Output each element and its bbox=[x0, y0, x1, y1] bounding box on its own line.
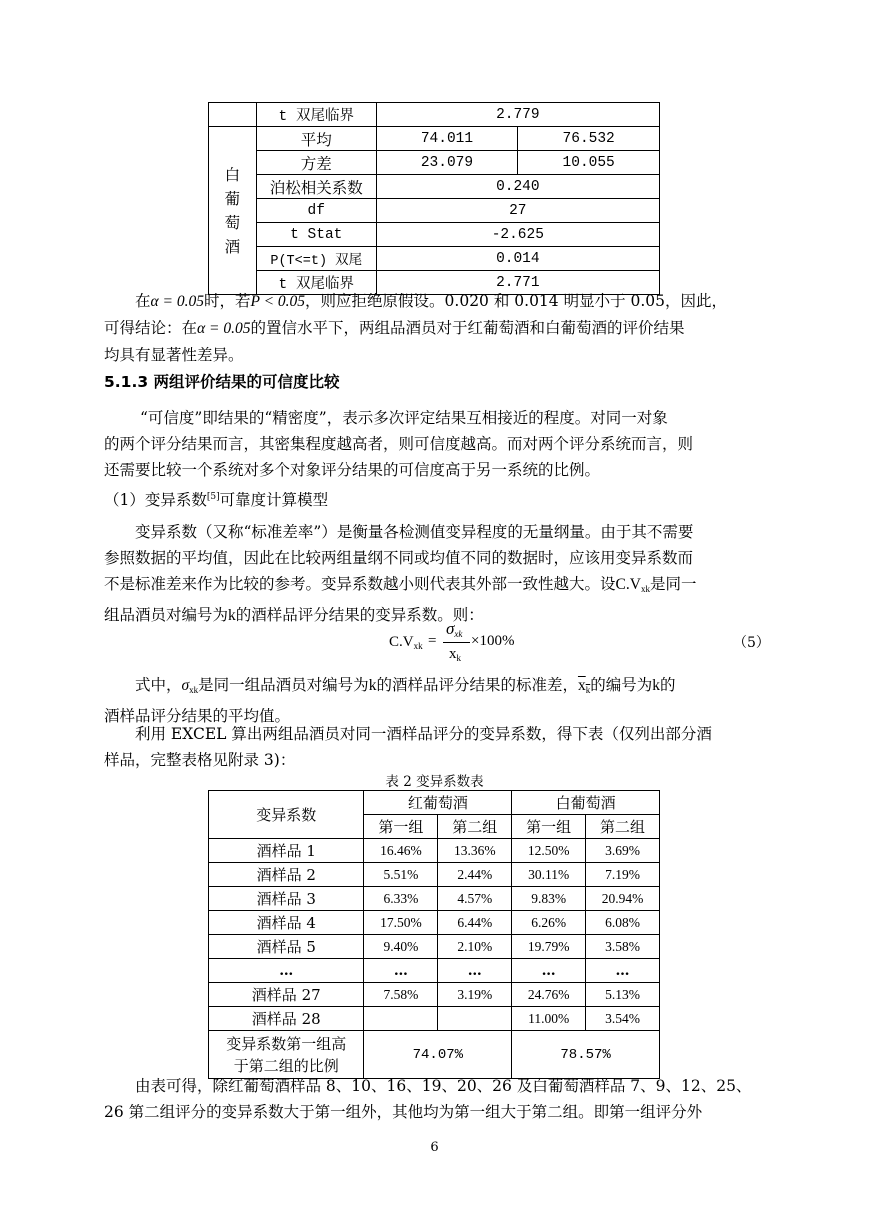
table-row bbox=[209, 1031, 660, 1079]
white-wine-header: 白葡萄酒 bbox=[512, 791, 660, 815]
df-value: 27 bbox=[376, 199, 659, 223]
table-row bbox=[209, 103, 660, 127]
table-row: 酒样品 3 6.33% 4.57% 9.83% 20.94% bbox=[209, 887, 660, 911]
table-row bbox=[209, 151, 660, 175]
mean-v2: 76.532 bbox=[518, 127, 660, 151]
excel-paragraph: 利用 EXCEL 算出两组品酒员对同一酒样品评分的变异系数，得下表（仅列出部分酒 样品，完整表格见附录 3)： bbox=[104, 725, 712, 769]
table-row bbox=[209, 199, 660, 223]
t-crit-label: t 双尾临界 bbox=[256, 103, 376, 127]
df-label: df bbox=[256, 199, 376, 223]
formula-explanation: 式中，$\sigma_{xk}$是同一组品酒员对编号为k的酒样品评分结果的标准差，$x_k$的编号为k的 酒样品评分结果的平均值。 bbox=[104, 676, 676, 725]
red-group2-header: 第二组 bbox=[438, 815, 512, 839]
table-analysis-paragraph: 由表可得，除红葡萄酒样品 8、10、16、19、20、26 及白葡萄酒样品 7、9、12、25、 26 第二组评分的变异系数大于第一组外，其他均为第一组大于第二组。即第一组评分外 bbox=[104, 1077, 752, 1121]
variance-v1: 23.079 bbox=[376, 151, 518, 175]
mean-v1: 74.011 bbox=[376, 127, 518, 151]
equation-number: （5） bbox=[733, 635, 770, 651]
white-group1-header: 第一组 bbox=[512, 815, 586, 839]
table-row bbox=[209, 247, 660, 271]
white-wine-group-label: 白 葡 萄 酒 bbox=[209, 127, 257, 295]
section-heading: 5.1.3 两组评价结果的可信度比较 bbox=[104, 373, 340, 391]
table-row: 酒样品 4 17.50% 6.44% 6.26% 6.08% bbox=[209, 911, 660, 935]
table-row: 酒样品 28 11.00% 3.54% bbox=[209, 1007, 660, 1031]
table-row: 酒样品 2 5.51% 2.44% 30.11% 7.19% bbox=[209, 863, 660, 887]
ratio-red: 74.07% bbox=[364, 1031, 512, 1079]
red-wine-header: 红葡萄酒 bbox=[364, 791, 512, 815]
tcrit-value: 2.771 bbox=[376, 271, 659, 295]
cv-table bbox=[208, 790, 660, 1079]
pearson-label: 泊松相关系数 bbox=[256, 175, 376, 199]
p-value: 0.014 bbox=[376, 247, 659, 271]
table-row bbox=[209, 127, 660, 151]
statistics-table bbox=[208, 102, 660, 295]
table-row: … … … … … bbox=[209, 959, 660, 983]
mean-label: 平均 bbox=[256, 127, 376, 151]
table-row: 酒样品 27 7.58% 3.19% 24.76% 5.13% bbox=[209, 983, 660, 1007]
tstat-value: -2.625 bbox=[376, 223, 659, 247]
table-row: 酒样品 5 9.40% 2.10% 19.79% 3.58% bbox=[209, 935, 660, 959]
ratio-label: 变异系数第一组高 于第二组的比例 bbox=[209, 1031, 364, 1079]
cv-definition-paragraph: 变异系数（又称“标准差率”）是衡量各检测值变异程度的无量纲量。由于其不需要 参照数据的平均值，因此在比较两组量纲不同或均值不同的数据时，应该用变异系数而 不是标准差来作为比较的参考。变异系数越小则代表其外部一致性越大。设$C.V_{xk}$是同一 组品酒员对编号为k的酒样品评分结果的变异系数。则： bbox=[104, 523, 697, 624]
table-row bbox=[209, 175, 660, 199]
reliability-paragraph: “可信度”即结果的“精密度”，表示多次评定结果互相接近的程度。对同一对象 的两个评分结果而言，其密集程度越高者，则可信度越高。而对两个评分系统而言，则 还需要比较一个系统对多个对象评分结果的可信度高于另一系统的比例。 bbox=[104, 409, 694, 479]
p-label: P(T<=t) 双尾 bbox=[256, 247, 376, 271]
tstat-label: t Stat bbox=[256, 223, 376, 247]
red-group1-header: 第一组 bbox=[364, 815, 438, 839]
t-crit-value: 2.779 bbox=[376, 103, 659, 127]
page-number: 6 bbox=[430, 1140, 439, 1155]
fraction-bar bbox=[443, 642, 470, 643]
model-subheading: （1）变异系数[5]可靠度计算模型 bbox=[104, 491, 329, 509]
variance-v2: 10.055 bbox=[518, 151, 660, 175]
table-row: 酒样品 1 16.46% 13.36% 12.50% 3.69% bbox=[209, 839, 660, 863]
pearson-value: 0.240 bbox=[376, 175, 659, 199]
table-header-row bbox=[209, 791, 660, 815]
conclusion-paragraph: 在α = 0.05时，若P < 0.05，则应拒绝原假设。0.020 和 0.014 明显小于 0.05，因此， 可得结论：在α = 0.05的置信水平下，两组品酒员对于红葡萄酒和白葡萄酒的评价结果 均具有显著性差异。 bbox=[104, 292, 728, 364]
variance-label: 方差 bbox=[256, 151, 376, 175]
table-caption: 表 2 变异系数表 bbox=[385, 774, 484, 790]
citation-ref: [5] bbox=[206, 492, 220, 502]
tcrit-label: t 双尾临界 bbox=[256, 271, 376, 295]
white-group2-header: 第二组 bbox=[586, 815, 660, 839]
ratio-white: 78.57% bbox=[512, 1031, 660, 1079]
cv-formula: $C.V_{xk}$ = $\sigma_{xk}$ $x_k$ ×100% bbox=[389, 619, 515, 663]
table-row bbox=[209, 223, 660, 247]
corner-header: 变异系数 bbox=[209, 791, 364, 839]
